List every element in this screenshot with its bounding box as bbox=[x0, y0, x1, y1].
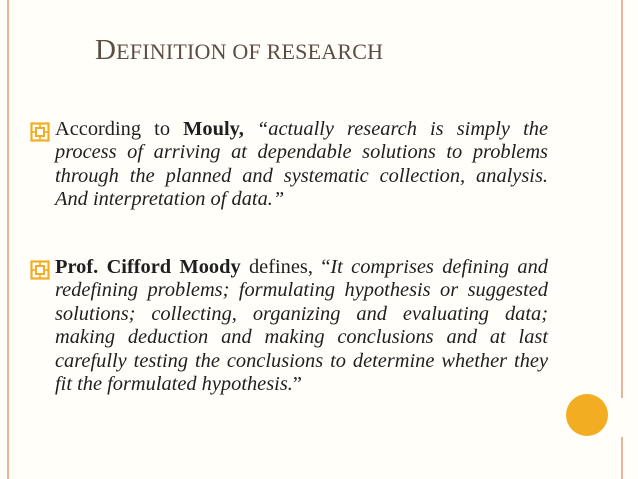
accent-circle bbox=[566, 394, 608, 436]
bullet-moody-definition bbox=[30, 256, 548, 396]
bullet-author: Mouly, bbox=[183, 118, 244, 140]
bullet-text bbox=[55, 118, 548, 212]
title-initial-d: D bbox=[95, 34, 117, 66]
title-initial-o: O bbox=[232, 39, 249, 64]
bullet-quote-open: “ bbox=[321, 256, 331, 278]
bullet-mouly-definition bbox=[30, 118, 548, 212]
square-four-leaf-icon bbox=[30, 260, 50, 280]
bullet-quote: “actually research is simply the process of arriving at dependable solutions to problems through the planned and systematic collection, analysis. And interpretation of data.” bbox=[55, 118, 548, 211]
bullet-verb: defines, bbox=[240, 256, 322, 278]
left-border-line bbox=[7, 0, 9, 479]
bullet-quote-close: ” bbox=[292, 373, 302, 396]
right-border-line bbox=[621, 0, 623, 398]
right-border-line-lower bbox=[621, 437, 623, 479]
bullet-prefix: According to bbox=[55, 118, 184, 140]
slide-title bbox=[95, 30, 383, 67]
title-word-of-rest: F bbox=[248, 39, 261, 64]
square-four-leaf-icon bbox=[30, 122, 50, 142]
title-word-research-rest: ESEARCH bbox=[281, 39, 384, 64]
bullet-text bbox=[55, 256, 548, 396]
bullet-quote: It comprises defining and redefining problems; formulating hypothesis or suggested solutions; collecting, organizing and evaluating data; making deduction and making conclusions and at last carefully testing the conclusions to determine whether they fit the formulated hypothesis. bbox=[55, 256, 548, 396]
title-initial-r: R bbox=[266, 39, 282, 64]
title-word-definition-rest: EFINITION bbox=[116, 39, 227, 64]
bullet-author: Prof. Cifford Moody bbox=[55, 256, 241, 278]
